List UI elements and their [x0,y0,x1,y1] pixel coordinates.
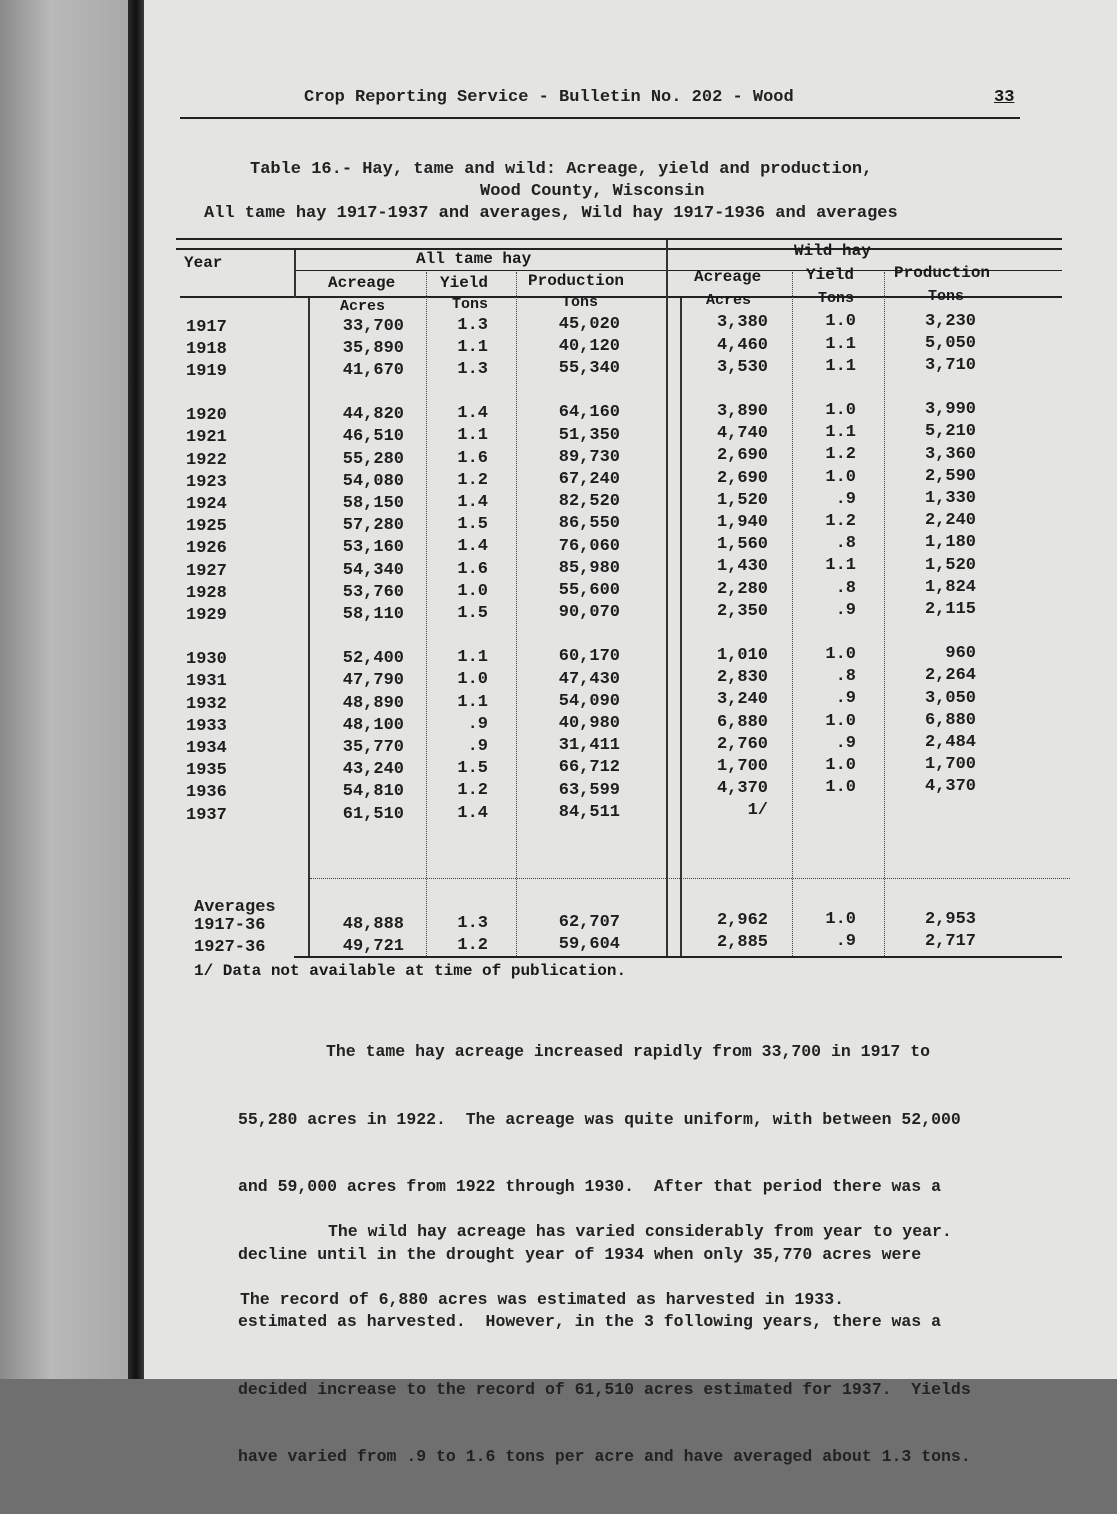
tame-group-header: All tame hay [416,250,532,268]
table-cell-t-yield: 1.5 [457,759,488,779]
table-cell-t-acres: 54,340 [342,560,404,580]
tame-yield-unit: Tons [452,296,489,313]
book-spine [128,0,144,1379]
table-cell-year: 1931 [186,672,227,692]
table-cell-year: 1926 [186,539,227,559]
table-cell-w-acres: 1,520 [716,490,768,510]
table-cell-year: 1934 [186,739,227,759]
table-cell-w-prod: 1,520 [924,555,976,575]
paragraph-line: decline until in the drought year of 1934 when only 35,770 acres were [238,1244,922,1264]
prod-divider-tame [516,272,517,956]
table-cell-t-prod: 40,980 [558,713,620,733]
table-cell-w-acres: 4,740 [716,424,768,444]
wild-yield-header: Yield [806,266,855,284]
table-cell-t-acres: 52,400 [342,649,404,669]
group-divider [666,240,668,956]
table-top-rule [176,238,1062,240]
table-cell-t-prod: 47,430 [558,669,620,689]
paragraph-line: 55,280 acres in 1922. The acreage was quite uniform, with between 52,000 [238,1109,961,1129]
table-cell-year: 1929 [186,606,227,626]
table-cell-year: 1928 [186,583,227,603]
table-cell-w-acres: 1/ [747,801,768,821]
table-cell-w-yield: 1.0 [825,778,856,798]
table-cell-w-prod: 3,360 [924,444,976,464]
tame-production-header: Production [528,272,625,290]
table-cell-w-acres: 1,940 [716,512,768,532]
tame-acreage-header: Acreage [328,274,396,292]
table-cell-t-acres: 58,110 [342,604,404,624]
table-cell-t-yield: 1.4 [457,404,488,424]
table-cell-w-prod: 2,264 [924,666,976,686]
paragraph-line: The wild hay acreage has varied considerably from year to year. [328,1222,952,1241]
table-cell-t-yield: .9 [467,736,488,756]
paragraph-line: and 59,000 acres from 1922 through 1930. After that period there was a [238,1177,942,1196]
paragraph-line: The record of 6,880 acres was estimated as harvested in 1933. [240,1289,844,1309]
table-cell-w-prod: 2,115 [924,600,976,620]
table-cell-year: 1935 [186,761,227,781]
table-cell-w-yield: .8 [835,578,856,598]
table-cell-w-acres: 4,460 [716,335,768,355]
wild-col-left [680,298,682,956]
table-cell-t-yield: 1.1 [457,692,488,712]
table-cell-w-prod: 3,990 [924,400,976,420]
table-cell-w-yield: 1.2 [825,512,856,532]
table-cell-w-acres: 6,880 [716,712,768,732]
tame-yield-header: Yield [440,274,489,292]
table-cell-w-acres: 2,690 [716,446,768,466]
yield-divider-tame [426,272,427,956]
table-cell-w-prod: 1,330 [924,489,976,509]
table-cell-year: 1933 [186,716,227,736]
table-cell-w-acres: 2,830 [716,668,768,688]
table-cell-w-prod: 3,050 [924,688,976,708]
table-cell-w-acres: 1,700 [716,756,768,776]
table-cell-year: 1930 [186,650,227,670]
table-cell-w-prod: 1,180 [924,533,976,553]
table-cell-w-yield: 1.0 [825,401,856,421]
table-cell-t-prod: 82,520 [558,492,620,512]
table-top-rule-2 [176,248,1062,250]
table-cell-w-acres: 3,380 [716,313,768,333]
table-cell-t-prod: 89,730 [558,447,620,467]
table-cell-t-acres: 48,100 [342,715,404,735]
table-cell-year: 1923 [186,472,227,492]
table-cell-t-yield: 1.4 [457,492,488,512]
average-cell-t-yield: 1.3 [457,913,488,933]
table-cell-w-prod: 6,880 [924,710,976,730]
yield-divider-wild [792,272,793,956]
table-cell-w-acres: 3,240 [716,690,768,710]
table-cell-w-acres: 1,430 [716,557,768,577]
table-cell-w-prod: 5,050 [924,333,976,353]
table-cell-w-yield: .9 [835,489,856,509]
table-cell-t-acres: 44,820 [342,405,404,425]
table-cell-t-acres: 55,280 [342,449,404,469]
table-cell-w-prod: 4,370 [924,777,976,797]
paragraph-line: decided increase to the record of 61,510 acres estimated for 1937. Yields [238,1379,971,1399]
table-cell-w-yield: 1.0 [825,711,856,731]
average-cell-w-yield: .9 [835,932,856,952]
table-title-line1: Table 16.- Hay, tame and wild: Acreage, yield and production, [250,160,873,179]
table-cell-t-yield: 1.2 [457,470,488,490]
table-cell-t-yield: 1.1 [457,337,488,357]
table-cell-year: 1936 [186,783,227,803]
table-cell-t-prod: 55,600 [558,580,620,600]
table-cell-w-yield: 1.0 [825,756,856,776]
table-cell-year: 1919 [186,362,227,382]
average-cell-t-acres: 48,888 [342,914,404,934]
table-cell-w-acres: 1,560 [716,535,768,555]
table-cell-year: 1932 [186,694,227,714]
table-cell-w-prod: 2,590 [924,466,976,486]
table-cell-t-yield: 1.0 [457,670,488,690]
table-cell-w-acres: 1,010 [716,645,768,665]
table-cell-year: 1925 [186,517,227,537]
table-cell-t-prod: 84,511 [558,802,620,822]
acreage-col-left [308,298,310,956]
table-cell-t-prod: 64,160 [558,403,620,423]
average-cell-t-yield: 1.2 [457,935,488,955]
table-cell-w-acres: 2,280 [716,579,768,599]
table-cell-t-acres: 53,760 [342,582,404,602]
table-cell-t-acres: 57,280 [342,516,404,536]
table-cell-t-yield: 1.1 [457,426,488,446]
facing-page [0,0,128,1379]
table-cell-w-acres: 2,760 [716,734,768,754]
table-cell-year: 1917 [186,317,227,337]
average-cell-t-acres: 49,721 [342,936,404,956]
table-cell-t-prod: 67,240 [558,469,620,489]
table-cell-t-prod: 86,550 [558,514,620,534]
table-cell-t-prod: 54,090 [558,691,620,711]
table-cell-t-acres: 54,080 [342,471,404,491]
table-cell-t-prod: 85,980 [558,558,620,578]
table-cell-w-prod: 5,210 [924,422,976,442]
table-cell-w-acres: 4,370 [716,779,768,799]
wild-yield-unit: Tons [818,290,855,307]
average-cell-w-prod: 2,953 [924,909,976,929]
table-cell-t-prod: 45,020 [558,314,620,334]
averages-label: Averages [194,898,276,917]
tame-acres-unit: Acres [340,298,386,315]
table-cell-w-yield: 1.1 [825,334,856,354]
table-cell-w-yield: .9 [835,689,856,709]
tame-prod-unit: Tons [562,294,599,311]
table-cell-t-acres: 41,670 [342,360,404,380]
average-cell-t-prod: 62,707 [558,912,620,932]
table-cell-w-yield: .8 [835,534,856,554]
average-cell-w-prod: 2,717 [924,931,976,951]
table-cell-w-prod: 3,230 [924,311,976,331]
table-cell-w-yield: .8 [835,667,856,687]
table-cell-t-prod: 66,712 [558,758,620,778]
average-cell-year: 1917-36 [194,915,266,935]
table-footnote: 1/ Data not available at time of publication. [194,962,627,980]
table-cell-w-acres: 3,530 [716,357,768,377]
table-cell-w-prod: 1,700 [924,755,976,775]
table-cell-t-prod: 51,350 [558,425,620,445]
table-cell-t-prod: 40,120 [558,336,620,356]
table-title-line3: All tame hay 1917-1937 and averages, Wild hay 1917-1936 and averages [204,204,898,223]
table-cell-t-yield: 1.1 [457,648,488,668]
table-cell-year: 1927 [186,561,227,581]
table-cell-w-prod: 2,484 [924,733,976,753]
table-cell-t-acres: 33,700 [342,316,404,336]
table-cell-year: 1937 [186,805,227,825]
table-cell-year: 1921 [186,428,227,448]
table-cell-t-prod: 90,070 [558,603,620,623]
table-cell-w-acres: 3,890 [716,401,768,421]
table-cell-w-yield: .9 [835,600,856,620]
table-cell-t-acres: 54,810 [342,782,404,802]
table-cell-w-yield: 1.1 [825,356,856,376]
table-cell-t-yield: 1.4 [457,803,488,823]
average-cell-w-acres: 2,962 [716,911,768,931]
table-cell-w-yield: .9 [835,733,856,753]
table-cell-w-yield: 1.1 [825,423,856,443]
wild-acres-unit: Acres [706,292,752,309]
header-rule [180,117,1020,119]
table-title-line2: Wood County, Wisconsin [480,182,705,201]
table-cell-t-prod: 55,340 [558,359,620,379]
table-cell-t-acres: 43,240 [342,760,404,780]
table-cell-w-yield: 1.0 [825,467,856,487]
wild-acreage-header: Acreage [694,268,762,286]
table-cell-year: 1922 [186,450,227,470]
table-cell-w-prod: 1,824 [924,577,976,597]
paragraph-line: have varied from .9 to 1.6 tons per acre and have averaged about 1.3 tons. [238,1447,971,1466]
table-cell-w-acres: 2,690 [716,468,768,488]
paragraph-line: The tame hay acreage increased rapidly from 33,700 in 1917 to [326,1042,930,1061]
average-cell-year: 1927-36 [194,937,266,957]
table-cell-t-acres: 47,790 [342,671,404,691]
table-cell-t-yield: 1.3 [457,359,488,379]
table-cell-t-yield: 1.2 [457,781,488,801]
table-cell-t-acres: 61,510 [342,804,404,824]
wild-prod-unit: Tons [928,288,965,305]
running-title: Crop Reporting Service - Bulletin No. 202 - Wood [304,88,794,107]
table-cell-t-yield: 1.3 [457,315,488,335]
table-cell-t-yield: 1.6 [457,559,488,579]
table-cell-w-yield: 1.0 [825,645,856,665]
table-cell-t-acres: 35,770 [342,737,404,757]
table-cell-t-prod: 63,599 [558,780,620,800]
table-cell-w-yield: 1.2 [825,445,856,465]
table-cell-year: 1918 [186,339,227,359]
table-cell-t-acres: 53,160 [342,538,404,558]
table-cell-t-prod: 31,411 [558,736,620,756]
table-cell-t-prod: 60,170 [558,647,620,667]
table-cell-t-acres: 35,890 [342,338,404,358]
averages-separator [310,878,1070,879]
table-cell-t-acres: 46,510 [342,427,404,447]
table-cell-t-yield: 1.0 [457,581,488,601]
table-cell-t-yield: 1.5 [457,603,488,623]
average-cell-t-prod: 59,604 [558,934,620,954]
table-bottom-rule [294,956,1062,958]
wild-group-header: Wild hay [794,242,871,260]
table-cell-t-acres: 58,150 [342,493,404,513]
table-cell-t-prod: 76,060 [558,536,620,556]
table-cell-t-yield: 1.6 [457,448,488,468]
table-cell-t-acres: 48,890 [342,693,404,713]
paragraph-line: estimated as harvested. However, in the 3 following years, there was a [238,1312,942,1331]
paragraph-wild-hay [240,1176,952,1356]
table-cell-w-acres: 2,350 [716,601,768,621]
table-cell-t-yield: 1.4 [457,537,488,557]
prod-divider-wild [884,272,885,956]
table-cell-t-yield: 1.5 [457,515,488,535]
table-cell-w-prod: 960 [945,644,976,664]
wild-production-header: Production [894,264,991,282]
table-cell-w-prod: 2,240 [924,511,976,531]
table-cell-w-yield: 1.0 [825,312,856,332]
table-cell-w-prod: 3,710 [924,356,976,376]
table-cell-year: 1924 [186,495,227,515]
average-cell-w-acres: 2,885 [716,933,768,953]
year-col-divider [294,250,296,298]
document-page [144,0,1117,1466]
average-cell-w-yield: 1.0 [825,910,856,930]
table-cell-year: 1920 [186,406,227,426]
year-header: Year [184,254,223,272]
table-cell-t-yield: .9 [467,714,488,734]
page-number: 33 [994,88,1015,107]
table-cell-w-yield: 1.1 [825,556,856,576]
